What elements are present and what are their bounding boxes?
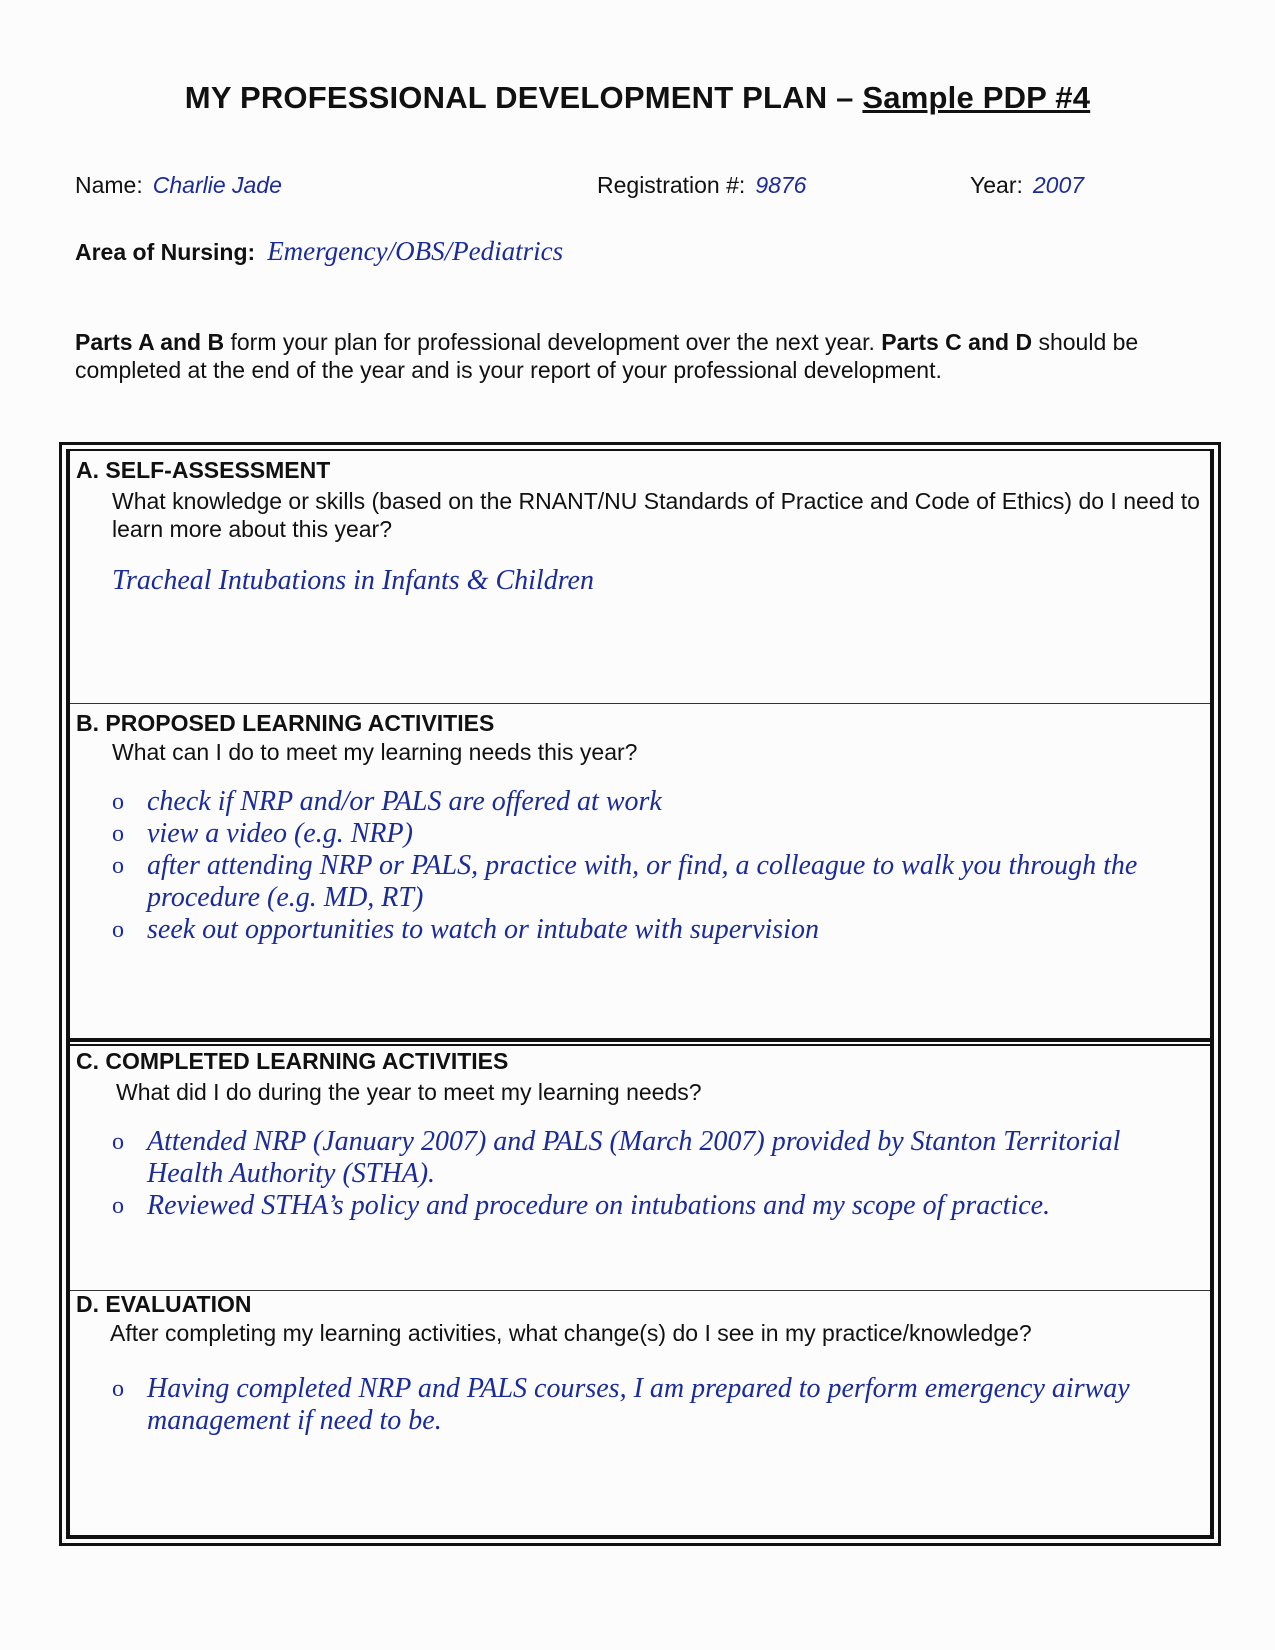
section-d-question: After completing my learning activities, what change(s) do I see in my practice/knowledge? — [110, 1320, 1032, 1346]
section-a-heading: A. SELF-ASSESSMENT — [76, 457, 331, 483]
section-b-question: What can I do to meet my learning needs this year? — [112, 739, 638, 765]
area-value: Emergency/OBS/Pediatrics — [267, 236, 564, 266]
bullet-icon: o — [112, 917, 124, 943]
bullet-icon: o — [112, 821, 124, 847]
section-c-heading: C. COMPLETED LEARNING ACTIVITIES — [76, 1048, 509, 1074]
section-a-question: What knowledge or skills (based on the RNANT/NU Standards of Practice and Code of Ethics) do I need to learn more about this year? — [112, 488, 1200, 542]
intro-text-1: form your plan for professional development over the next year. — [224, 329, 882, 355]
plan-table-inner — [66, 449, 1214, 1539]
plan-table — [59, 442, 1221, 1546]
section-b-list — [112, 786, 1190, 946]
bullet-icon: o — [112, 853, 124, 879]
intro-paragraph — [75, 328, 1215, 384]
list-item: o Having completed NRP and PALS courses, I am prepared to perform emergency airway management if need to be. — [112, 1373, 1130, 1436]
list-item: o Reviewed STHA’s policy and procedure on intubations and my scope of practice. — [112, 1190, 1051, 1221]
registration-value: 9876 — [755, 172, 807, 198]
name-label: Name: — [75, 172, 143, 198]
section-completed-activities — [70, 1044, 1210, 1291]
area-label: Area of Nursing: — [75, 239, 256, 265]
list-item: o seek out opportunities to watch or intubate with supervision — [112, 914, 819, 945]
title-sample: Sample PDP #4 — [862, 80, 1091, 115]
section-c-question: What did I do during the year to meet my learning needs? — [116, 1079, 702, 1105]
section-a-answer: Tracheal Intubations in Infants & Children — [112, 565, 594, 596]
name-value: Charlie Jade — [152, 172, 282, 198]
registration-label: Registration #: — [597, 172, 746, 198]
list-item: o after attending NRP or PALS, practice with, or find, a colleague to walk you through the procedure (e.g. MD, RT) — [112, 850, 1138, 913]
section-d-heading: D. EVALUATION — [76, 1291, 252, 1317]
list-item: o Attended NRP (January 2007) and PALS (March 2007) provided by Stanton Territorial Health Authority (STHA). — [112, 1126, 1121, 1189]
section-d-list — [112, 1373, 1190, 1437]
registration-field — [597, 172, 806, 199]
title-main: MY PROFESSIONAL DEVELOPMENT PLAN – — [184, 80, 863, 115]
year-value: 2007 — [1032, 172, 1085, 198]
section-proposed-activities — [70, 704, 1210, 1042]
bullet-icon: o — [112, 789, 124, 815]
year-field — [970, 172, 1084, 199]
section-c-list — [112, 1126, 1190, 1222]
page-title — [0, 80, 1275, 116]
section-evaluation — [70, 1289, 1210, 1535]
area-field — [75, 236, 563, 267]
section-b-heading: B. PROPOSED LEARNING ACTIVITIES — [76, 710, 495, 736]
name-field — [75, 172, 282, 199]
intro-text-2: should be completed at the end of the year and is your report of your professional development. — [75, 329, 1139, 383]
intro-parts-cd: Parts C and D — [881, 329, 1033, 355]
section-self-assessment — [70, 451, 1210, 704]
bullet-icon: o — [112, 1193, 124, 1219]
intro-parts-ab: Parts A and B — [75, 329, 225, 355]
year-label: Year: — [970, 172, 1023, 198]
bullet-icon: o — [112, 1376, 124, 1402]
list-item: o check if NRP and/or PALS are offered at work — [112, 786, 662, 817]
bullet-icon: o — [112, 1129, 124, 1155]
list-item: o view a video (e.g. NRP) — [112, 818, 413, 849]
